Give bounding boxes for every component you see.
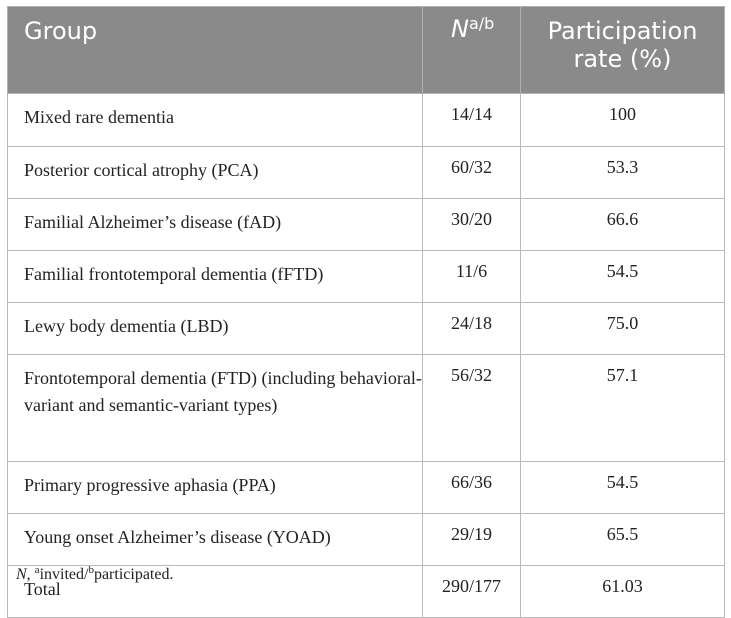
- footnote-comma: ,: [26, 566, 31, 583]
- cell-rate: 61.03: [521, 566, 725, 618]
- cell-n: 29/19: [423, 514, 521, 566]
- footnote-sup-a: a: [34, 564, 40, 576]
- table-row: [8, 147, 725, 199]
- cell-n: 24/18: [423, 303, 521, 355]
- cell-group: Posterior cortical atrophy (PCA): [8, 147, 423, 199]
- footnote-sup-b: b: [88, 564, 94, 576]
- table-row: [8, 514, 725, 566]
- cell-n: 290/177: [423, 566, 521, 618]
- cell-n: 60/32: [423, 147, 521, 199]
- cell-group: Total: [8, 566, 423, 618]
- table-row: [8, 303, 725, 355]
- cell-group: Lewy body dementia (LBD): [8, 303, 423, 355]
- table-row: [8, 199, 725, 251]
- cell-rate: 66.6: [521, 199, 725, 251]
- footnote-invited: invited/: [39, 566, 89, 583]
- cell-group: Primary progressive aphasia (PPA): [8, 462, 423, 514]
- cell-rate: 53.3: [521, 147, 725, 199]
- header-n: [423, 7, 521, 94]
- cell-group: Young onset Alzheimer’s disease (YOAD): [8, 514, 423, 566]
- cell-rate: 75.0: [521, 303, 725, 355]
- table-footnote: [16, 566, 173, 584]
- footnote-n: N: [16, 566, 27, 583]
- table-row: [8, 462, 725, 514]
- participation-table: [7, 6, 725, 618]
- table-container: [7, 6, 724, 618]
- cell-n: 30/20: [423, 199, 521, 251]
- cell-group: Mixed rare dementia: [8, 94, 423, 147]
- cell-n: 11/6: [423, 251, 521, 303]
- header-rate-line2: rate (%): [573, 45, 672, 73]
- cell-group: Familial Alzheimer’s disease (fAD): [8, 199, 423, 251]
- table-row: [8, 94, 725, 147]
- cell-rate: 54.5: [521, 251, 725, 303]
- footnote-participated: participated.: [93, 566, 174, 583]
- cell-group: Familial frontotemporal dementia (fFTD): [8, 251, 423, 303]
- cell-rate: 54.5: [521, 462, 725, 514]
- cell-rate: 57.1: [521, 355, 725, 462]
- header-rate: [521, 7, 725, 94]
- cell-n: 66/36: [423, 462, 521, 514]
- cell-group: Frontotemporal dementia (FTD) (including behavioral-variant and semantic-variant types): [8, 355, 423, 462]
- header-n-sup: a/b: [468, 14, 495, 33]
- cell-rate: 100: [521, 94, 725, 147]
- cell-rate: 65.5: [521, 514, 725, 566]
- cell-n: 56/32: [423, 355, 521, 462]
- header-n-main: N: [451, 15, 469, 43]
- table-row: [8, 355, 725, 462]
- cell-n: 14/14: [423, 94, 521, 147]
- table-row: [8, 251, 725, 303]
- header-rate-line1: Participation: [547, 17, 698, 45]
- header-group: Group: [8, 7, 423, 94]
- header-row: [8, 7, 725, 94]
